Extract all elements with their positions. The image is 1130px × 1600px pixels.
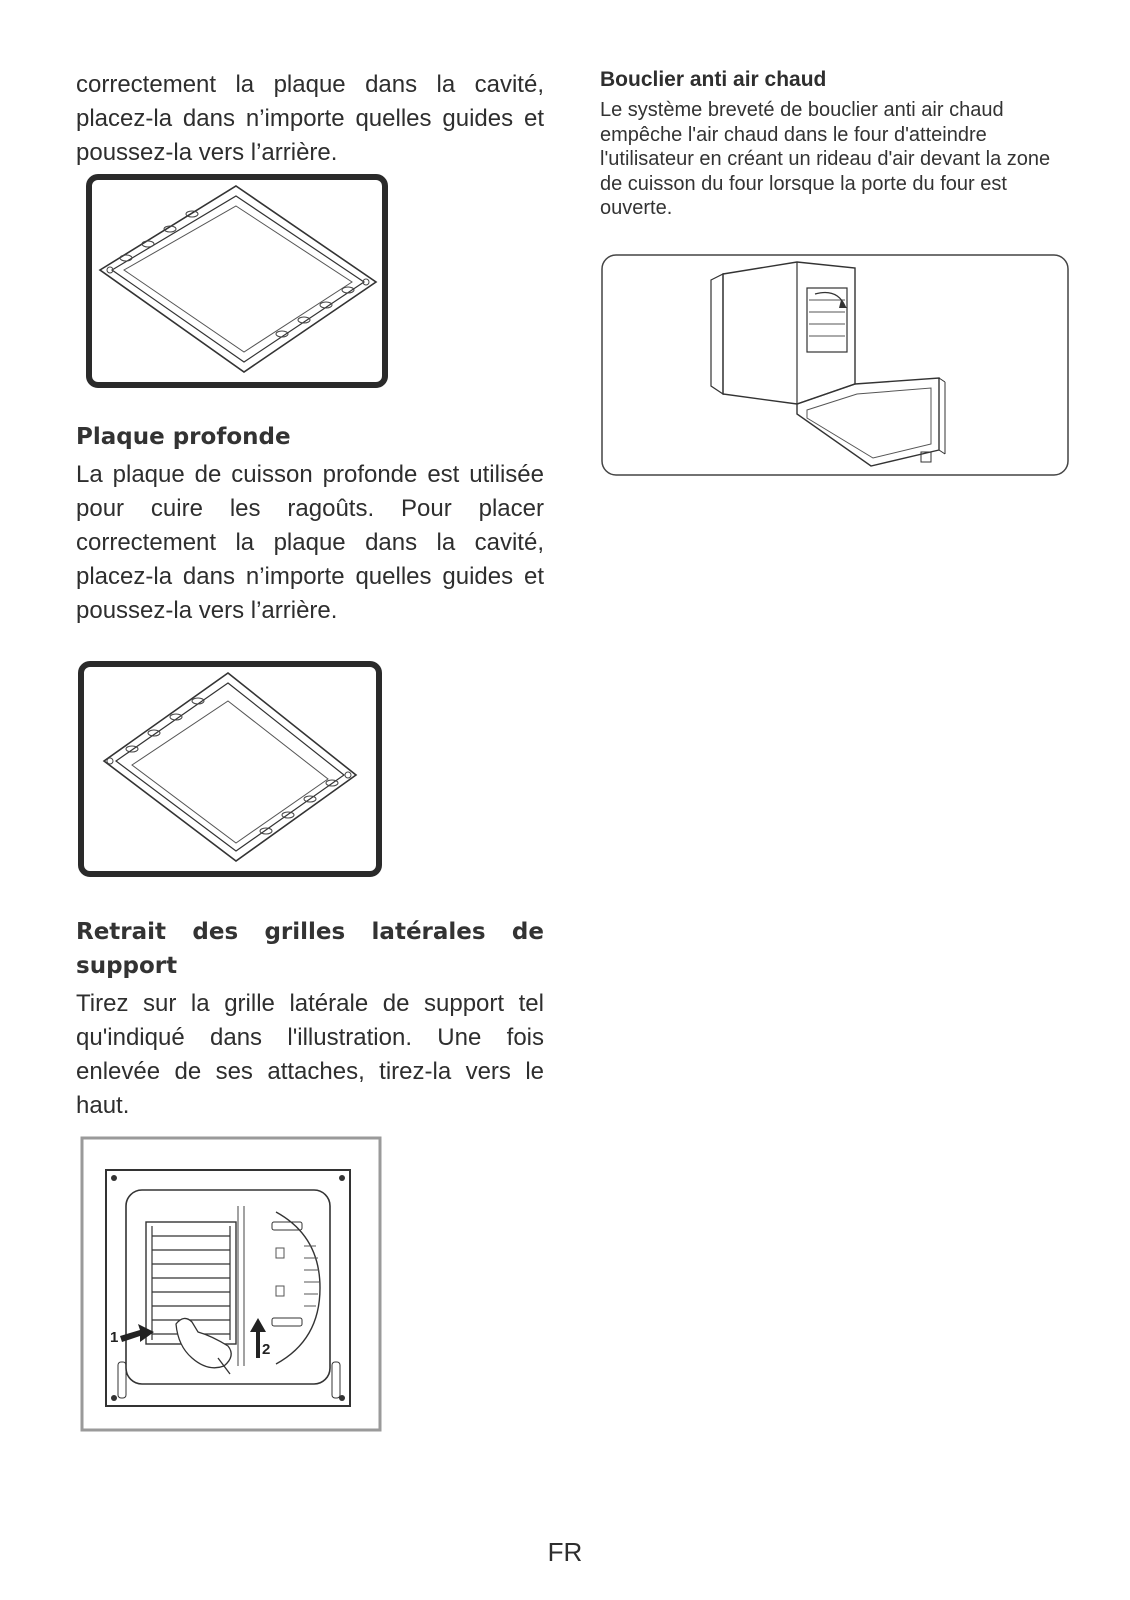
- remove-racks-section: [76, 915, 544, 1123]
- right-column: [600, 66, 1070, 221]
- deep-tray-text: La plaque de cuisson profonde est utilisée pour cuire les ragoûts. Pour placer correctement la plaque dans la cavité, placez-la dans n’importe quelles guides et poussez-la vers l’arrière.: [76, 461, 544, 624]
- hot-air-shield-text: Le système breveté de bouclier anti air chaud empêche l'air chaud dans le four d'atteindre l'utilisateur en créant un rideau d'air devant la zone de cuisson du four lorsque la porte du four est ouverte.: [600, 99, 1051, 219]
- page-language-footer: FR: [547, 1537, 583, 1567]
- tray-illustration: [86, 174, 388, 388]
- side-rack-figure: [80, 1136, 382, 1437]
- side-rack-illustration: [80, 1136, 382, 1432]
- left-column: [76, 68, 544, 170]
- hot-air-shield-title: Bouclier anti air chaud: [600, 68, 827, 91]
- intro-paragraph: correctement la plaque dans la cavité, placez-la dans n’importe quelles guides et poussez-la vers l’arrière.: [76, 71, 544, 166]
- step-label-2: 2: [262, 1341, 271, 1358]
- remove-racks-title: Retrait des grilles latérales de support: [76, 919, 544, 979]
- tray-figure: [86, 174, 388, 393]
- deep-tray-figure: [78, 661, 382, 882]
- remove-racks-text: Tirez sur la grille latérale de support tel qu'indiqué dans l'illustration. Une fois enlevée de ses attaches, tirez-la vers le haut.: [76, 990, 544, 1119]
- open-oven-figure: [601, 254, 1069, 481]
- open-oven-illustration: [601, 254, 1069, 476]
- deep-tray-title: Plaque profonde: [76, 424, 291, 450]
- deep-tray-section: [76, 420, 544, 628]
- deep-tray-illustration: [78, 661, 382, 877]
- step-label-1: 1: [110, 1329, 119, 1346]
